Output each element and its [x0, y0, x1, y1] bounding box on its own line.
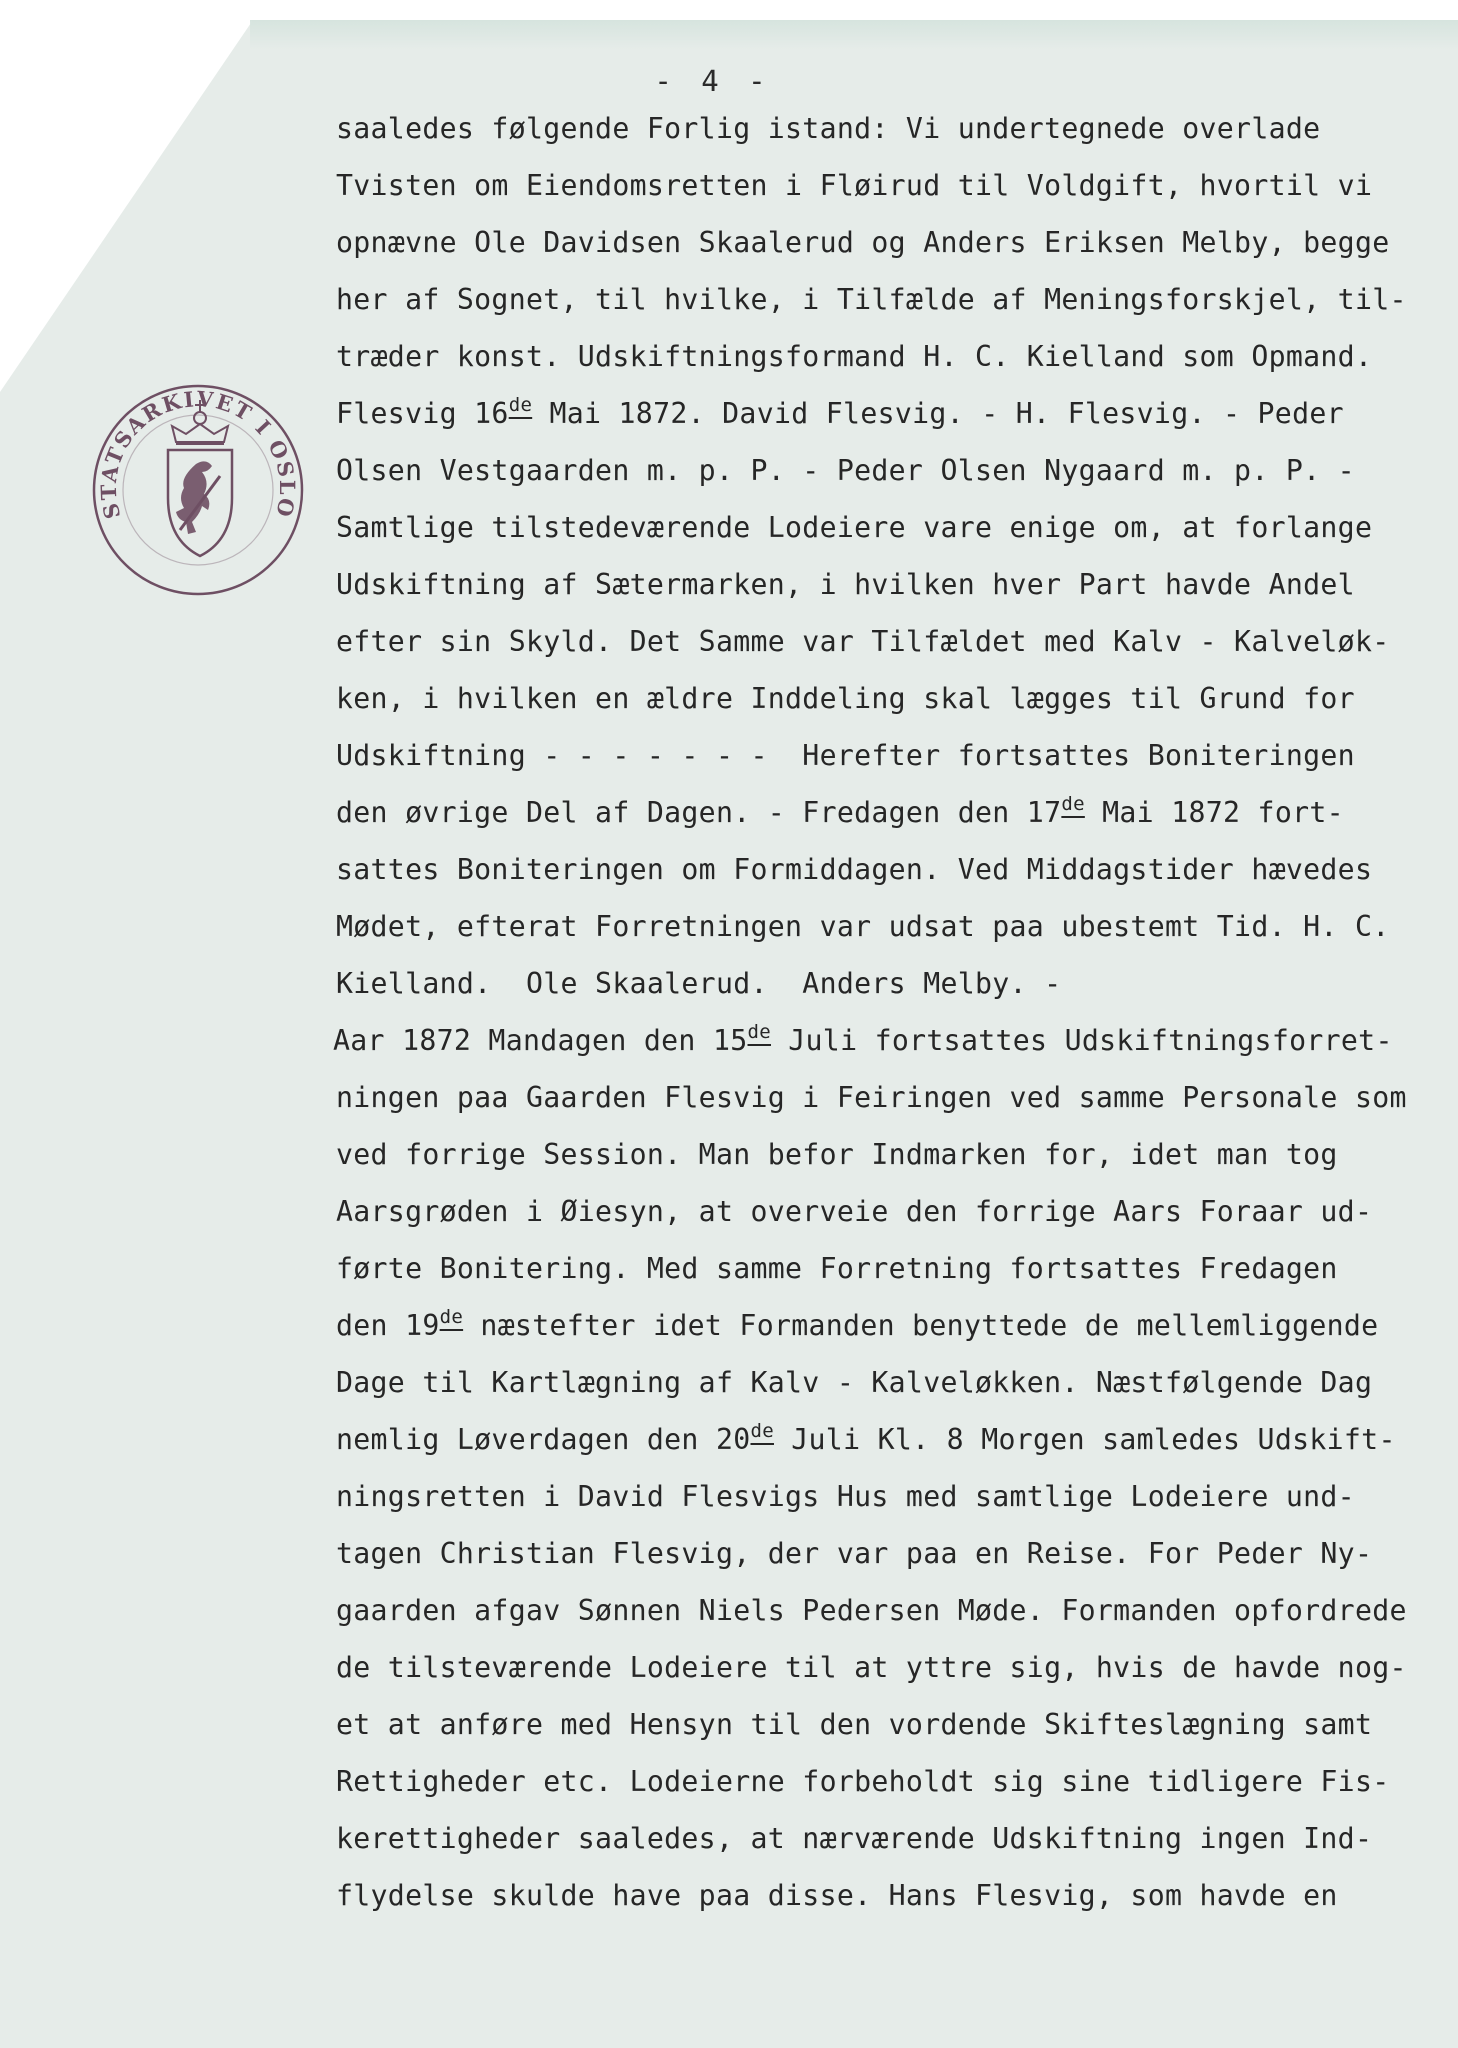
document-body [333, 108, 1441, 1932]
text-segment: Aar 1872 Mandagen den 15 [333, 1024, 748, 1057]
superscript-ordinal: de [439, 1306, 464, 1328]
text-line [336, 507, 1441, 564]
text-segment: Samtlige tilstedeværende Lodeiere vare enige om, at forlange [336, 511, 1373, 544]
text-line [336, 1761, 1441, 1818]
text-segment: Mødet, efterat Forretningen var udsat paa ubestemt Tid. H. C. [336, 910, 1390, 943]
text-segment: sattes Boniteringen om Formiddagen. Ved Middagstider hævedes [336, 853, 1373, 886]
text-segment: Udskiftning af Sætermarken, i hvilken hver Part havde Andel [336, 568, 1355, 601]
text-segment: ningen paa Gaarden Flesvig i Feiringen ved samme Personale som [336, 1081, 1407, 1114]
text-segment: saaledes følgende Forlig istand: Vi undertegnede overlade [336, 112, 1321, 145]
text-line [336, 963, 1441, 1020]
text-line [336, 1248, 1441, 1305]
text-line [336, 1476, 1441, 1533]
text-line [336, 1590, 1441, 1647]
text-segment: Mai 1872. David Flesvig. - H. Flesvig. - Peder [532, 397, 1344, 430]
text-segment: flydelse skulde have paa disse. Hans Flesvig, som havde en [336, 1879, 1338, 1912]
text-segment: Juli fortsattes Udskiftningsforret- [770, 1024, 1393, 1057]
superscript-ordinal: de [750, 1420, 774, 1442]
text-segment: ved forrige Session. Man befor Indmarken for, idet man tog [336, 1138, 1338, 1171]
text-line [336, 108, 1441, 165]
text-segment: opnævne Ole Davidsen Skaalerud og Anders Eriksen Melby, begge [336, 226, 1390, 259]
text-segment: Tvisten om Eiendomsretten i Fløirud til Voldgift, hvortil vi [336, 169, 1373, 202]
text-line [336, 336, 1441, 393]
text-line [336, 279, 1441, 336]
text-segment: næstefter idet Formanden benyttede de mellemliggende [463, 1309, 1379, 1342]
text-segment: ken, i hvilken en ældre Inddeling skal lægges til Grund for [336, 682, 1355, 715]
text-line [333, 1020, 1441, 1077]
text-line [336, 1077, 1441, 1134]
text-line [336, 1818, 1441, 1875]
text-segment: Flesvig 16 [336, 397, 509, 430]
text-segment: Mai 1872 fort- [1084, 796, 1344, 829]
text-segment: gaarden afgav Sønnen Niels Pedersen Møde. Formanden opfordrede [336, 1594, 1407, 1627]
text-segment: her af Sognet, til hvilke, i Tilfælde af Meningsforskjel, til- [336, 283, 1407, 316]
text-line [336, 1134, 1441, 1191]
text-line [336, 1191, 1441, 1248]
text-segment: Kielland. Ole Skaalerud. Anders Melby. - [336, 967, 1062, 1000]
text-segment: kerettigheder saaledes, at nærværende Udskiftning ingen Ind- [336, 1822, 1373, 1855]
text-line [336, 1533, 1441, 1590]
page-number: - 4 - [654, 64, 772, 98]
text-line [336, 849, 1441, 906]
text-line [336, 1875, 1441, 1932]
text-segment: ningsretten i David Flesvigs Hus med samtlige Lodeiere und- [336, 1480, 1355, 1513]
text-line [336, 735, 1441, 792]
text-segment: den øvrige Del af Dagen. - Fredagen den 17 [336, 796, 1062, 829]
text-line [336, 450, 1441, 507]
text-line [336, 1419, 1441, 1476]
text-segment: tagen Christian Flesvig, der var paa en Reise. For Peder Ny- [336, 1537, 1373, 1570]
text-line [336, 906, 1441, 963]
text-line [336, 792, 1441, 849]
text-segment: førte Bonitering. Med samme Forretning fortsattes Fredagen [336, 1252, 1338, 1285]
lion-shield-icon [168, 450, 232, 556]
text-line [336, 1704, 1441, 1761]
text-line [336, 564, 1441, 621]
text-segment: Aarsgrøden i Øiesyn, at overveie den forrige Aars Foraar ud- [336, 1195, 1373, 1228]
text-line [336, 393, 1441, 450]
text-segment: Olsen Vestgaarden m. p. P. - Peder Olsen Nygaard m. p. P. - [336, 454, 1355, 487]
superscript-ordinal: de [508, 394, 533, 416]
archive-stamp [88, 380, 308, 600]
text-segment: træder konst. Udskiftningsformand H. C. Kielland som Opmand. [336, 340, 1373, 373]
text-line [336, 1305, 1441, 1362]
text-segment: nemlig Løverdagen den 20 [336, 1423, 751, 1456]
text-line [336, 165, 1441, 222]
text-segment: Rettigheder etc. Lodeierne forbeholdt sig sine tidligere Fis- [336, 1765, 1390, 1798]
text-segment: efter sin Skyld. Det Samme var Tilfældet med Kalv - Kalveløk- [336, 625, 1390, 658]
text-segment: Dage til Kartlægning af Kalv - Kalveløkken. Næstfølgende Dag [336, 1366, 1373, 1399]
text-line [336, 621, 1441, 678]
text-segment: et at anføre med Hensyn til den vordende Skifteslægning samt [336, 1708, 1373, 1741]
superscript-ordinal: de [747, 1021, 771, 1043]
superscript-ordinal: de [1061, 793, 1085, 815]
text-line [336, 678, 1441, 735]
text-segment: Juli Kl. 8 Morgen samledes Udskift- [773, 1423, 1396, 1456]
text-line [336, 1647, 1441, 1704]
page-top-edge [250, 20, 1458, 50]
text-line [336, 1362, 1441, 1419]
text-segment: den 19 [336, 1309, 440, 1342]
text-segment: de tilsteværende Lodeiere til at yttre sig, hvis de havde nog- [336, 1651, 1407, 1684]
stamp-text: STATSARKIVET I OSLO [95, 386, 301, 522]
text-line [336, 222, 1441, 279]
text-segment: Udskiftning - - - - - - - Herefter fortsattes Boniteringen [336, 739, 1355, 772]
